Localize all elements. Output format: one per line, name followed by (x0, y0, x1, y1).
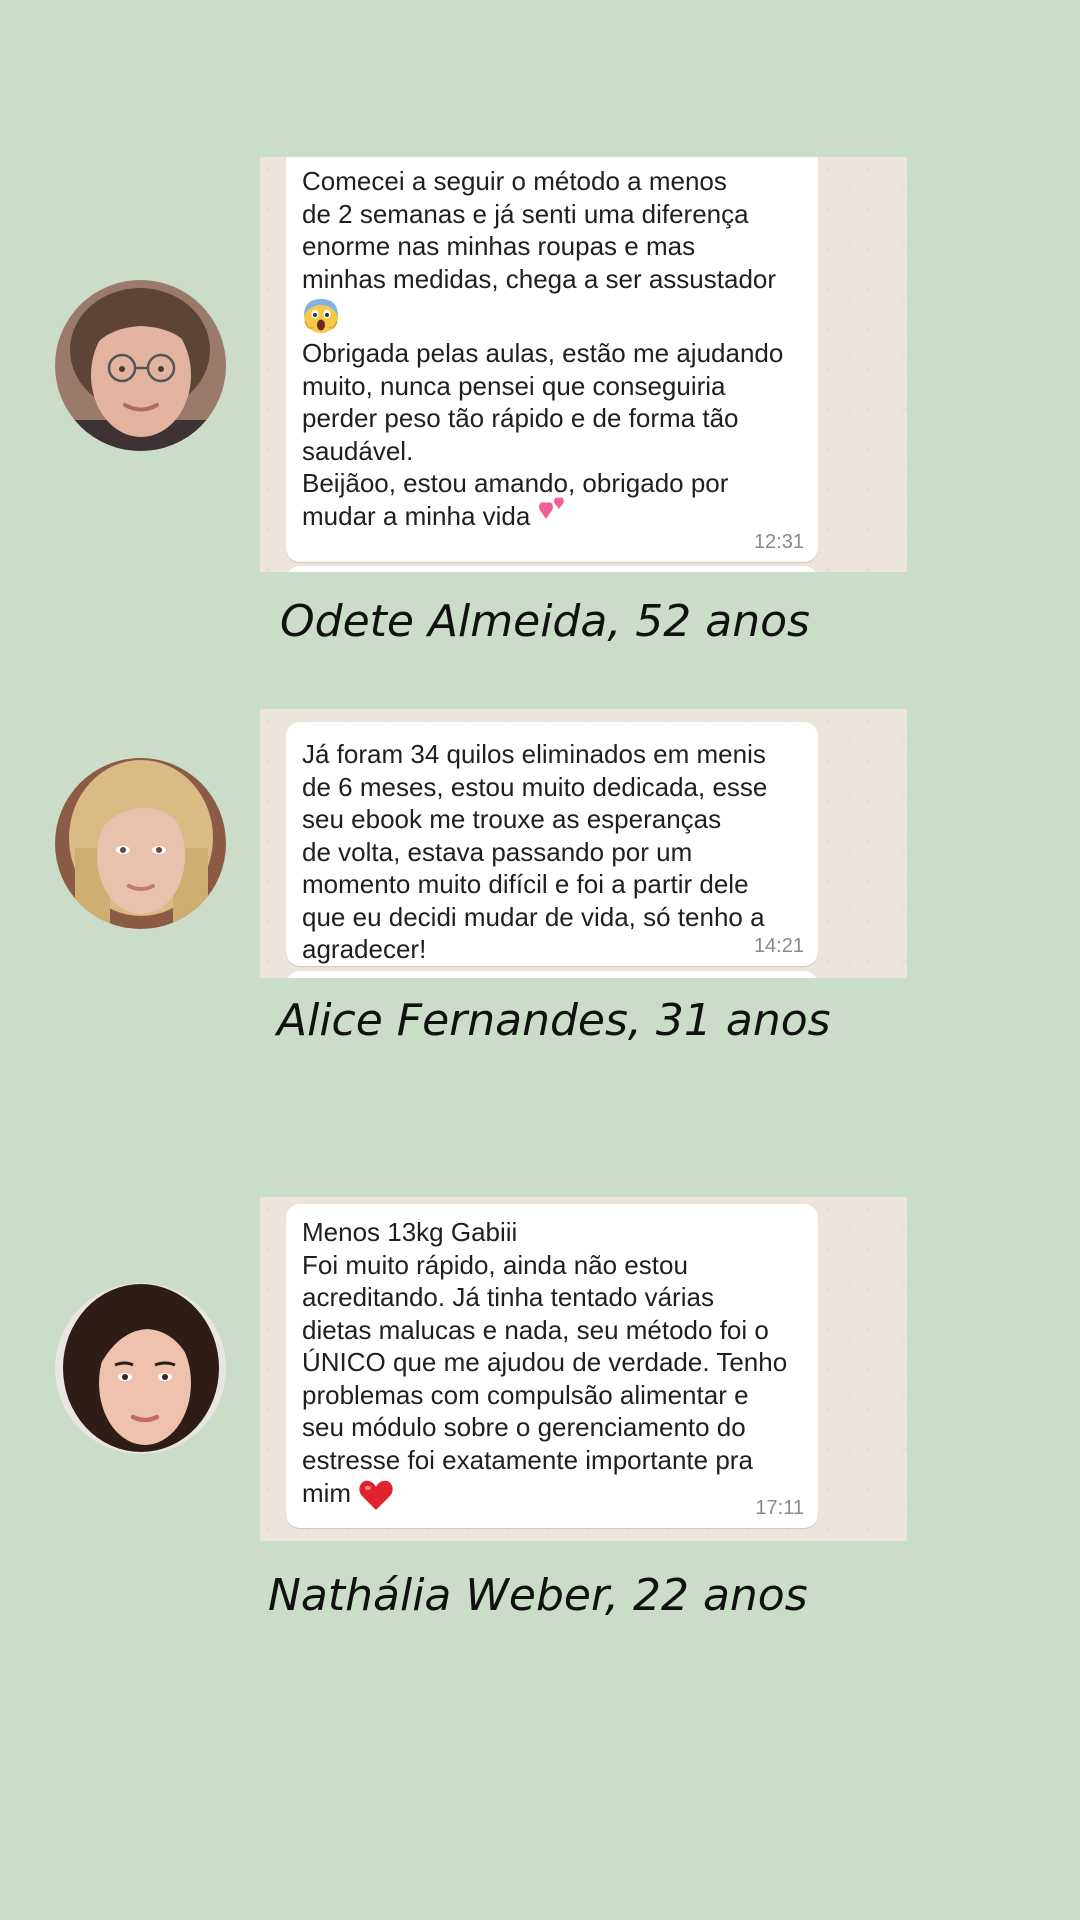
avatar (55, 758, 226, 929)
chat-screenshot (260, 157, 907, 572)
avatar-photo-dark-haired-woman (55, 1283, 226, 1454)
message-bubble (286, 722, 818, 966)
chat-screenshot (260, 1197, 907, 1541)
avatar (55, 1283, 226, 1454)
avatar-photo-woman-glasses (55, 280, 226, 451)
message-text-continued: Obrigada pelas aulas, estão me ajudando muito, nunca pensei que conseguiria perder peso tão rápido e de forma tão saudável. Beijãoo, estou amando, obrigado por mudar a minha vida (302, 338, 784, 531)
message-text: Já foram 34 quilos eliminados em menis de 6 meses, estou muito dedicada, esse seu ebook me trouxe as esperanças de volta, estava passando por um momento muito difícil e foi a partir dele que eu decidi mudar de vida, só tenho a agradecer! (302, 739, 768, 964)
chat-screenshot (260, 709, 907, 978)
testimonial-author: Nathália Weber, 22 anos (268, 1570, 808, 1621)
message-text: Comecei a seguir o método a menos de 2 semanas e já senti uma diferença enorme nas minhas roupas e mas minhas medidas, chega a ser assustador (302, 166, 777, 294)
next-message-edge (286, 566, 818, 572)
testimonial-author: Odete Almeida, 52 anos (280, 596, 810, 647)
next-message-edge (286, 971, 818, 978)
two-hearts-icon (530, 501, 574, 531)
face-screaming-in-fear-icon (302, 295, 804, 337)
red-heart-icon (351, 1478, 395, 1508)
message-timestamp: 17:11 (755, 1497, 804, 1519)
testimonial-author: Alice Fernandes, 31 anos (277, 995, 831, 1046)
message-text: Menos 13kg Gabiii Foi muito rápido, ainda não estou acreditando. Já tinha tentado várias dietas malucas e nada, seu método foi o ÚNICO que me ajudou de verdade. Tenho problemas com compulsão alimentar e seu módulo sobre o gerenciamento do estresse foi exatamente importante pra mim (302, 1216, 804, 1514)
message-bubble (286, 157, 818, 562)
message-bubble (286, 1204, 818, 1528)
message-timestamp: 14:21 (753, 935, 804, 957)
message-timestamp: 12:31 (753, 531, 804, 553)
avatar-photo-blonde-woman (55, 758, 226, 929)
avatar (55, 280, 226, 451)
